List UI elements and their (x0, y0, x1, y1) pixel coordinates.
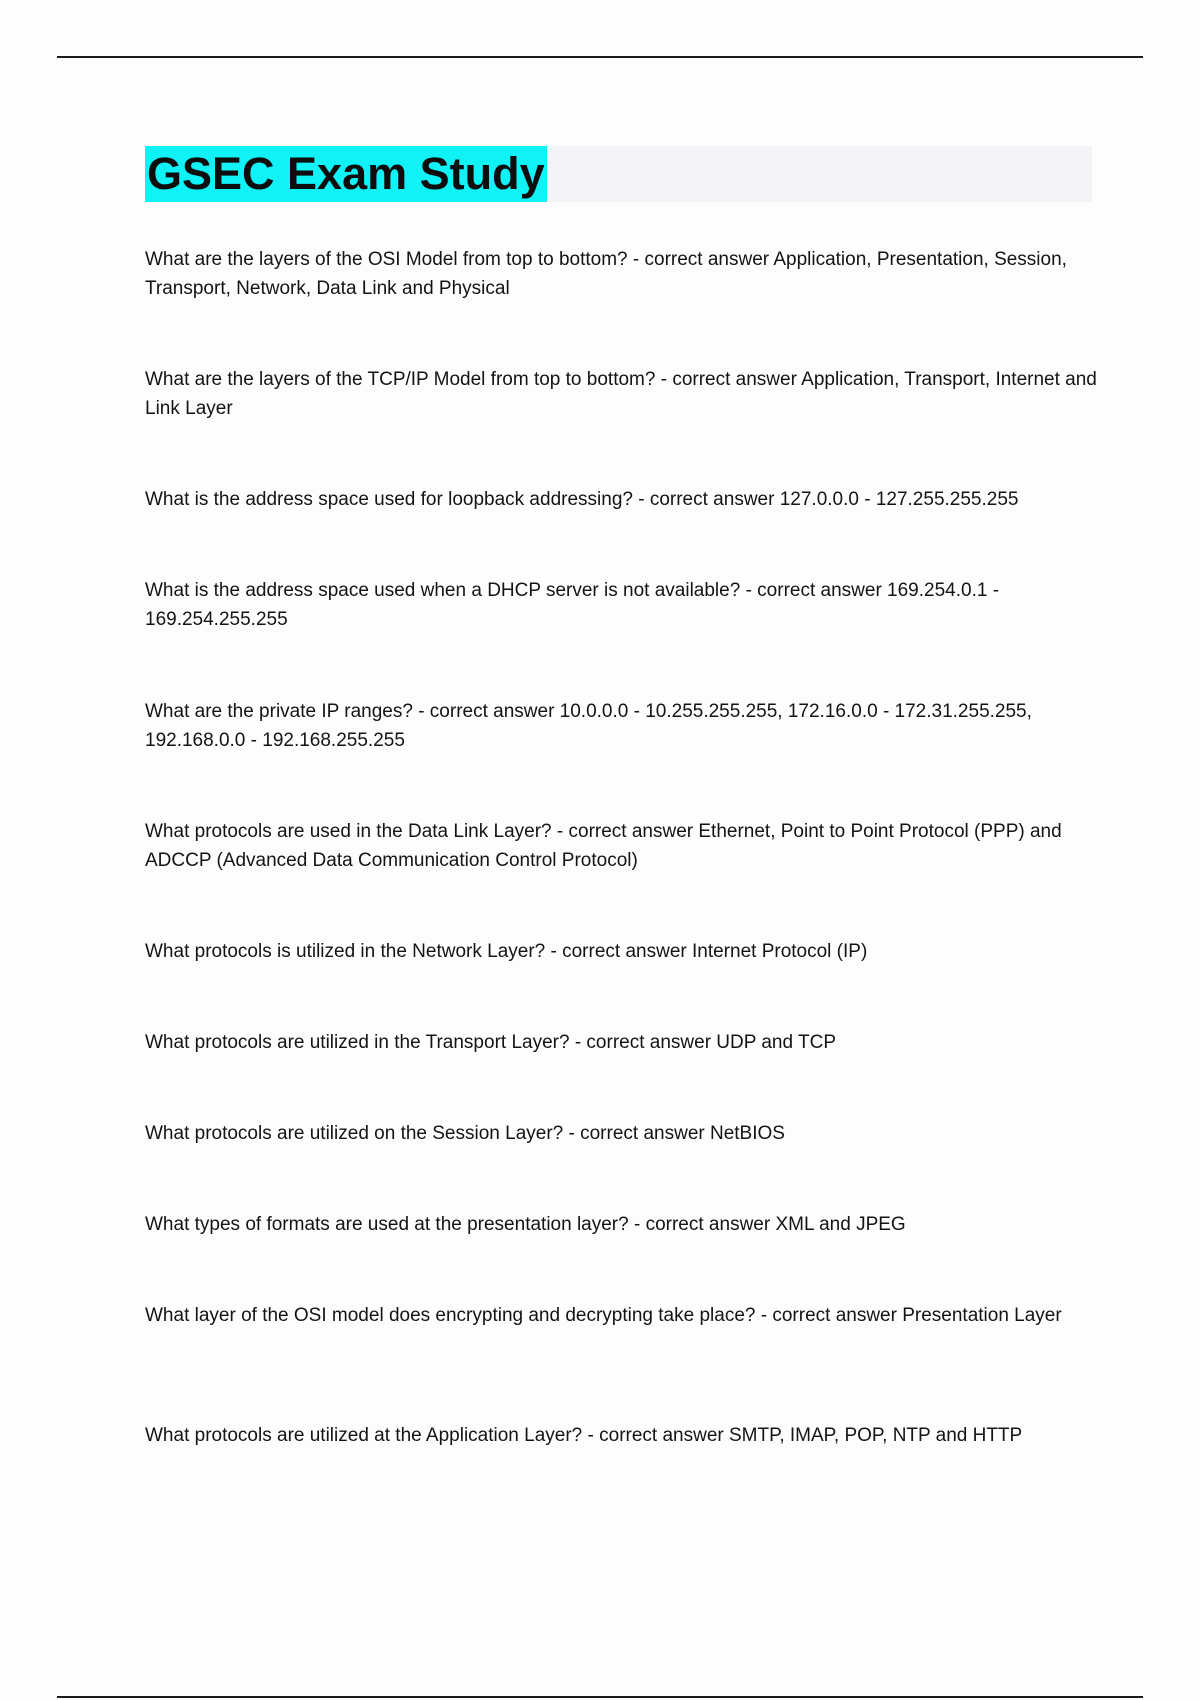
qa-item-application-layer: What protocols are utilized at the Application Layer? - correct answer SMTP, IMAP, POP, NTP and HTTP (145, 1425, 1023, 1446)
page-title: GSEC Exam Study (145, 146, 547, 202)
qa-item-transport-layer: What protocols are utilized in the Transport Layer? - correct answer UDP and TCP (145, 1032, 836, 1053)
qa-item-osi-layers: What are the layers of the OSI Model from top to bottom? - correct answer Application, Presentation, Session, Transport, Network, Data Link and Physical (145, 249, 1067, 299)
qa-item-presentation-formats: What types of formats are used at the presentation layer? - correct answer XML and JPEG (145, 1214, 906, 1235)
qa-item-encryption-layer: What layer of the OSI model does encrypting and decrypting take place? - correct answer Presentation Layer (145, 1305, 1062, 1326)
qa-item-loopback: What is the address space used for loopback addressing? - correct answer 127.0.0.0 - 127.255.255.255 (145, 489, 1019, 510)
qa-item-network-layer: What protocols is utilized in the Network Layer? - correct answer Internet Protocol (IP) (145, 941, 868, 962)
qa-item-dhcp-apipa: What is the address space used when a DHCP server is not available? - correct answer 169.254.0.1 - 169.254.255.255 (145, 580, 1000, 630)
qa-item-session-layer: What protocols are utilized on the Session Layer? - correct answer NetBIOS (145, 1123, 785, 1144)
qa-item-private-ip: What are the private IP ranges? - correct answer 10.0.0.0 - 10.255.255.255, 172.16.0.0 - 172.31.255.255, 192.168.0.0 - 192.168.255.255 (145, 701, 1032, 751)
bottom-rule (57, 1696, 1143, 1698)
top-rule (57, 56, 1143, 58)
qa-item-tcpip-layers: What are the layers of the TCP/IP Model from top to bottom? - correct answer Application, Transport, Internet and Link Layer (145, 369, 1097, 419)
qa-item-data-link: What protocols are used in the Data Link Layer? - correct answer Ethernet, Point to Point Protocol (PPP) and ADCCP (Advanced Data Communication Control Protocol) (145, 821, 1062, 871)
